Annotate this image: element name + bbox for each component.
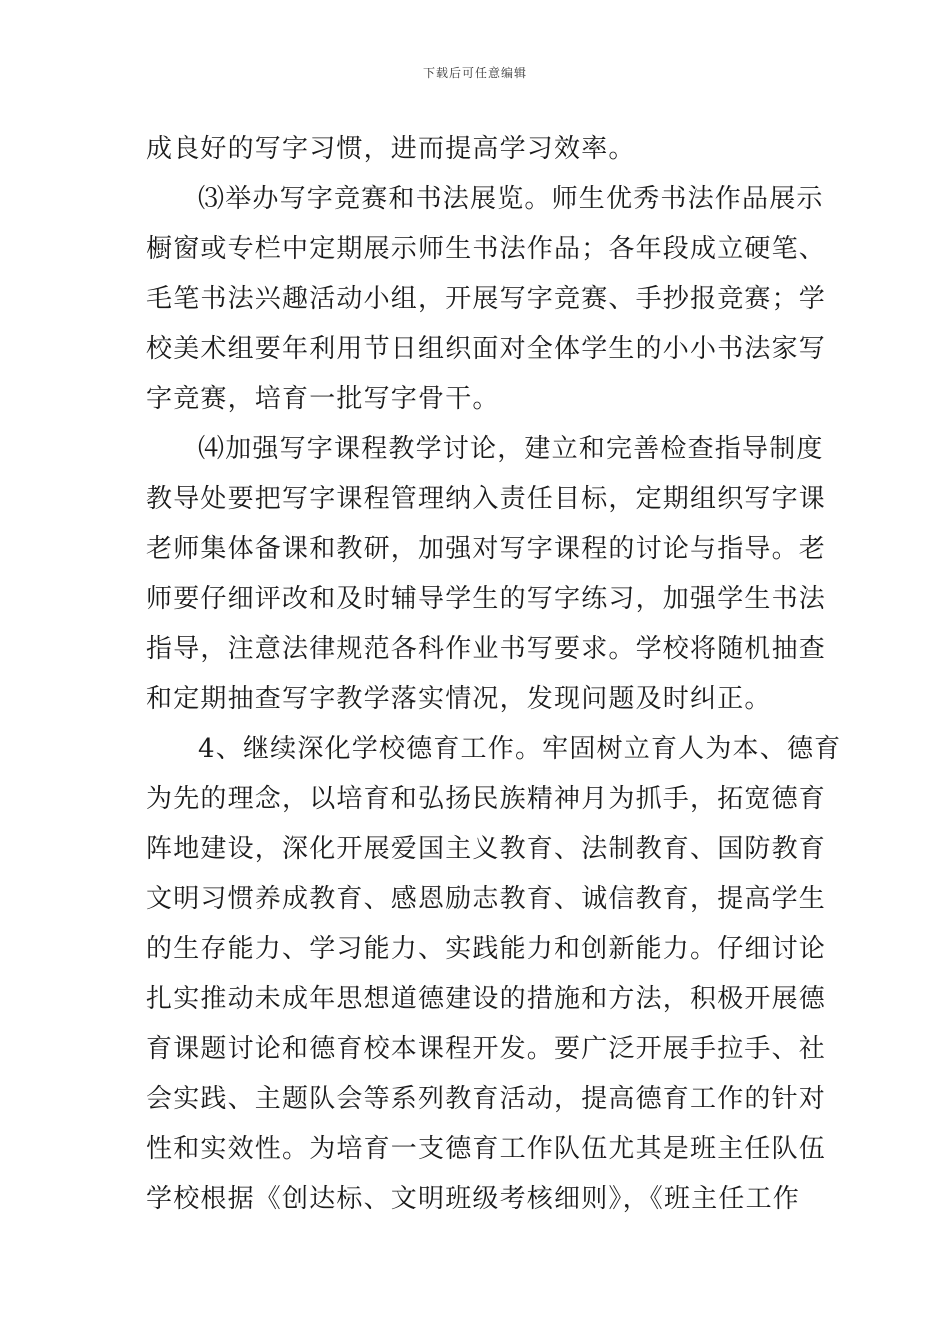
- text-line: 毛笔书法兴趣活动小组，开展写字竞赛、手抄报竞赛；学: [146, 284, 827, 314]
- text-line: 育课题讨论和德育校本课程开发。要广泛开展手拉手、社: [146, 1034, 827, 1064]
- text-line: 的生存能力、学习能力、实践能力和创新能力。仔细讨论: [146, 934, 827, 964]
- text-line: 性和实效性。为培育一支德育工作队伍尤其是班主任队伍: [146, 1134, 827, 1164]
- text-line: 为先的理念，以培育和弘扬民族精神月为抓手，拓宽德育: [146, 784, 827, 814]
- text-line: 学校根据《创达标、文明班级考核细则》，《班主任工作: [146, 1184, 801, 1214]
- paragraph-start-line: ⑶举办写字竞赛和书法展览。师生优秀书法作品展示: [198, 184, 824, 214]
- text-line: 橱窗或专栏中定期展示师生书法作品；各年段成立硬笔、: [146, 234, 827, 264]
- text-line: 阵地建设，深化开展爱国主义教育、法制教育、国防教育: [146, 834, 827, 864]
- text-line: 教导处要把写字课程管理纳入责任目标，定期组织写字课: [146, 484, 827, 514]
- text-line: 文明习惯养成教育、感恩励志教育、诚信教育，提高学生: [146, 884, 827, 914]
- page-header: 下载后可任意编辑: [422, 66, 527, 80]
- text-line: 老师集体备课和教研，加强对写字课程的讨论与指导。老: [146, 534, 827, 564]
- paragraph-start-line: 4、继续深化学校德育工作。牢固树立育人为本、德育: [198, 734, 842, 764]
- paragraph-start-line: ⑷加强写字课程教学讨论，建立和完善检查指导制度: [198, 434, 824, 464]
- text-line: 和定期抽查写字教学落实情况，发现问题及时纠正。: [146, 684, 772, 714]
- text-line: 扎实推动未成年思想道德建设的措施和方法，积极开展德: [146, 984, 827, 1014]
- document-body: [146, 124, 842, 1224]
- text-line: 师要仔细评改和及时辅导学生的写字练习，加强学生书法: [146, 584, 827, 614]
- text-line: 成良好的写字习惯，进而提高学习效率。: [146, 134, 636, 164]
- text-line: 会实践、主题队会等系列教育活动，提高德育工作的针对: [146, 1084, 827, 1114]
- text-line: 字竞赛，培育一批写字骨干。: [146, 384, 500, 414]
- text-line: 校美术组要年利用节日组织面对全体学生的小小书法家写: [146, 334, 827, 364]
- text-line: 指导，注意法律规范各科作业书写要求。学校将随机抽查: [146, 634, 827, 664]
